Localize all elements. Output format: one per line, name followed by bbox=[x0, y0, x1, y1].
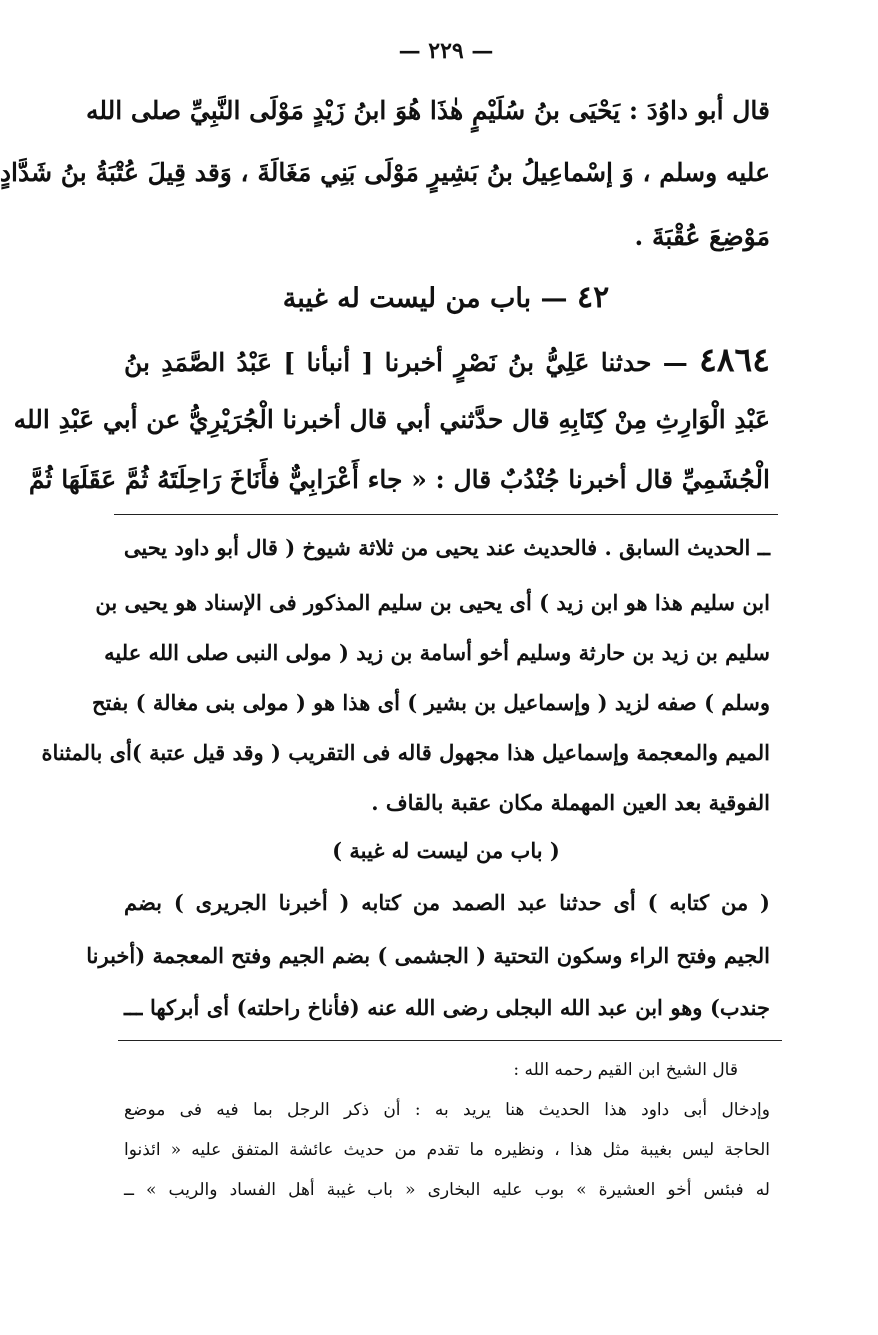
commentary-line-2: ابن سليم هذا هو ابن زيد ) أى يحيى بن سليم المذكور فى الإسناد هو يحيى بن bbox=[95, 590, 770, 615]
commentary-line-6: الفوقية بعد العين المهملة مكان عقبة بالقاف . bbox=[371, 790, 770, 815]
hadith-first-line-text: — حدثنا عَلِيُّ بنُ نَصْرٍ أخبرنا [ أنبأنا ] عَبْدُ الصَّمَدِ بنُ bbox=[124, 348, 688, 377]
chapter-title: باب من ليست له غيبة bbox=[282, 283, 532, 314]
main-text-line-2: عليه وسلم ، وَ إسْماعِيلُ بنُ بَشِيرٍ مَوْلَى بَنِي مَغَالَةَ ، وَقد قِيلَ عُتْبَةُ بنُ شَدَّادٍ bbox=[0, 158, 770, 187]
main-text-line-3: مَوْضِعَ عُقْبَةَ . bbox=[634, 222, 770, 251]
commentary-line-9: جندب) وهو ابن عبد الله البجلى رضى الله عنه (فأناخ راحلته) أى أبركها ـــ bbox=[124, 995, 770, 1020]
footnote-separator bbox=[118, 1040, 782, 1041]
footnote-intro: قال الشيخ ابن القيم رحمه الله : bbox=[513, 1060, 738, 1080]
page-number: — ٢٢٩ — bbox=[398, 38, 494, 64]
commentary-line-4: وسلم ) صفه لزيد ( وإسماعيل بن بشير ) أى هذا هو ( مولى بنى مغالة ) بفتح bbox=[91, 690, 770, 715]
footnote-line-2: الحاجة ليس بغيبة مثل هذا ، ونظيره ما تقدم من حديث عائشة المتفق عليه « ائذنوا bbox=[124, 1140, 770, 1160]
commentary-line-8: الجيم وفتح الراء وسكون التحتية ( الجشمى ) بضم الجيم وفتح المعجمة (أخبرنا bbox=[86, 943, 770, 968]
commentary-line-7: ( من كتابه ) أى حدثنا عبد الصمد من كتابه ( أخبرنا الجريرى ) بضم bbox=[124, 890, 770, 915]
main-text-line-1: قال أبو داوُدَ : يَحْيَى بنُ سُلَيْمٍ هٰذَا هُوَ ابنُ زَيْدٍ مَوْلَى النَّبِيِّ صلى الله bbox=[85, 96, 770, 125]
commentary-line-1: ــ الحديث السابق . فالحديث عند يحيى من ثلاثة شيوخ ( قال أبو داود يحيى bbox=[123, 535, 770, 560]
hadith-line-3: الْجُشَمِيِّ قال أخبرنا جُنْدُبٌ قال : « جاء أَعْرَابِيٌّ فأَنَاخَ رَاحِلَتَهُ ثُمَّ عَقَلَهَا ثُمَّ bbox=[28, 465, 770, 494]
commentary-line-5: الميم والمعجمة وإسماعيل هذا مجهول قاله فى التقريب ( وقد قيل عتبة )أى بالمثناة bbox=[41, 740, 770, 765]
footnote-line-3: له فبئس أخو العشيرة » بوب عليه البخارى « باب غيبة أهل الفساد والريب » ــ bbox=[124, 1180, 770, 1200]
chapter-number: ٤٢ bbox=[576, 280, 610, 315]
chapter-heading bbox=[14, 280, 878, 315]
commentary-line-3: سليم بن زيد بن حارثة وسليم أخو أسامة بن زيد ( مولى النبى صلى الله عليه bbox=[104, 640, 770, 665]
hadith-first-line bbox=[124, 340, 770, 379]
commentary-sub-heading: ( باب من ليست له غيبة ) bbox=[332, 838, 560, 863]
footnote-line-1: وإدخال أبى داود هذا الحديث هنا يريد به : أن ذكر الرجل بما فيه فى موضع bbox=[124, 1100, 770, 1120]
hadith-number: ٤٨٦٤ bbox=[699, 340, 770, 379]
commentary-separator bbox=[114, 514, 778, 515]
chapter-dash: — bbox=[540, 283, 568, 314]
hadith-line-2: عَبْدِ الْوَارِثِ مِنْ كِتَابِهِ قال حدَّثني أبي قال أخبرنا الْجُرَيْرِيُّ عن أبي عَبْدِ الله bbox=[13, 405, 770, 434]
